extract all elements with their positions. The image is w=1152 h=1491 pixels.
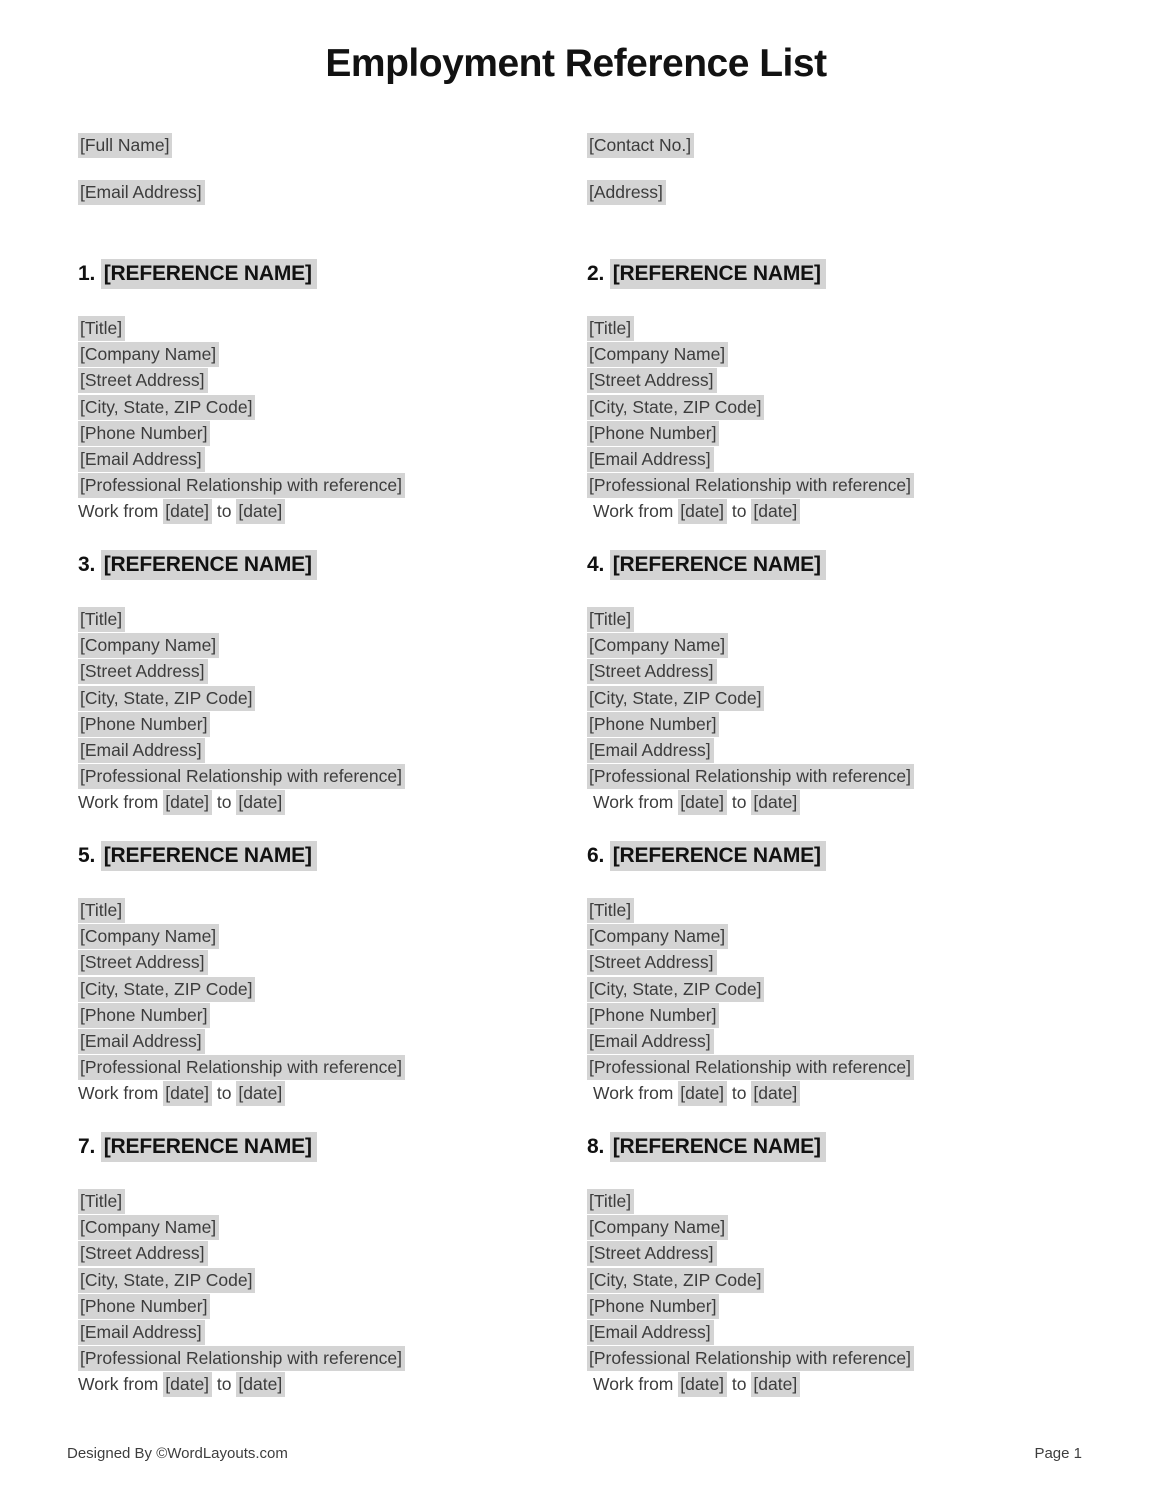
address-placeholder[interactable]: [Address] <box>587 180 666 205</box>
date-to-placeholder[interactable]: [date] <box>236 1372 285 1397</box>
street-address-placeholder[interactable]: [Street Address] <box>587 950 717 975</box>
city-state-zip-placeholder[interactable]: [City, State, ZIP Code] <box>78 1268 255 1293</box>
professional-relationship-placeholder[interactable]: [Professional Relationship with reference] <box>587 1346 914 1371</box>
company-line <box>587 632 1152 658</box>
page-title: Employment Reference List <box>325 42 827 85</box>
to-label: to <box>216 501 232 522</box>
title-placeholder[interactable]: [Title] <box>587 1189 634 1214</box>
reference-number: 2. <box>587 262 605 285</box>
phone-number-placeholder[interactable]: [Phone Number] <box>587 712 719 737</box>
city-state-zip-placeholder[interactable]: [City, State, ZIP Code] <box>78 977 255 1002</box>
title-line <box>587 1188 1152 1214</box>
city-line <box>78 685 587 711</box>
professional-relationship-placeholder[interactable]: [Professional Relationship with reference] <box>587 1055 914 1080</box>
title-placeholder[interactable]: [Title] <box>78 1189 125 1214</box>
city-line <box>78 1267 587 1293</box>
company-line <box>78 632 587 658</box>
date-to-placeholder[interactable]: [date] <box>751 1372 800 1397</box>
date-to-placeholder[interactable]: [date] <box>236 1081 285 1106</box>
reference-number: 6. <box>587 844 605 867</box>
reference-heading <box>78 550 587 580</box>
relationship-line <box>78 763 587 789</box>
reference-fields <box>78 897 587 1107</box>
work-dates-line <box>587 498 1152 524</box>
reference-number: 8. <box>587 1135 605 1158</box>
work-dates-line <box>587 1080 1152 1106</box>
reference-name-placeholder[interactable]: [REFERENCE NAME] <box>610 259 826 289</box>
work-from-label: Work from <box>593 1374 674 1395</box>
street-address-placeholder[interactable]: [Street Address] <box>587 368 717 393</box>
page-number: Page 1 <box>1034 1445 1082 1462</box>
email-line <box>587 737 1152 763</box>
references-grid <box>78 259 1152 1423</box>
to-label: to <box>731 501 747 522</box>
phone-number-placeholder[interactable]: [Phone Number] <box>78 1294 210 1319</box>
company-line <box>78 923 587 949</box>
date-from-placeholder[interactable]: [date] <box>678 1372 727 1397</box>
to-label: to <box>216 1083 232 1104</box>
reference-block <box>587 259 1152 550</box>
street-line <box>587 949 1152 975</box>
company-name-placeholder[interactable]: [Company Name] <box>587 924 728 949</box>
city-state-zip-placeholder[interactable]: [City, State, ZIP Code] <box>587 1268 764 1293</box>
title-line <box>587 897 1152 923</box>
city-line <box>78 976 587 1002</box>
reference-block <box>78 1132 587 1423</box>
to-label: to <box>216 1374 232 1395</box>
city-state-zip-placeholder[interactable]: [City, State, ZIP Code] <box>78 686 255 711</box>
company-line <box>78 341 587 367</box>
street-address-placeholder[interactable]: [Street Address] <box>78 368 208 393</box>
date-from-placeholder[interactable]: [date] <box>163 1081 212 1106</box>
email-address-placeholder[interactable]: [Email Address] <box>587 447 714 472</box>
date-from-placeholder[interactable]: [date] <box>678 499 727 524</box>
reference-name-placeholder[interactable]: [REFERENCE NAME] <box>101 259 317 289</box>
street-line <box>587 658 1152 684</box>
email-line <box>587 1319 1152 1345</box>
street-line <box>78 658 587 684</box>
reference-heading <box>78 259 587 289</box>
email-address-placeholder[interactable]: [Email Address] <box>587 1029 714 1054</box>
work-dates-line <box>78 789 587 815</box>
date-from-placeholder[interactable]: [date] <box>678 1081 727 1106</box>
phone-line <box>78 711 587 737</box>
reference-name-placeholder[interactable]: [REFERENCE NAME] <box>101 550 317 580</box>
contact-full-name-cell <box>78 133 587 157</box>
reference-number: 7. <box>78 1135 96 1158</box>
phone-number-placeholder[interactable]: [Phone Number] <box>78 1003 210 1028</box>
phone-line <box>587 420 1152 446</box>
phone-line <box>78 1002 587 1028</box>
relationship-line <box>78 472 587 498</box>
reference-heading <box>587 550 1152 580</box>
reference-name-placeholder[interactable]: [REFERENCE NAME] <box>610 550 826 580</box>
email-address-placeholder[interactable]: [Email Address] <box>78 180 205 205</box>
title-line <box>78 315 587 341</box>
relationship-line <box>78 1054 587 1080</box>
work-dates-line <box>587 789 1152 815</box>
date-from-placeholder[interactable]: [date] <box>163 499 212 524</box>
city-line <box>587 685 1152 711</box>
phone-number-placeholder[interactable]: [Phone Number] <box>587 421 719 446</box>
reference-fields <box>78 1188 587 1398</box>
reference-heading <box>78 1132 587 1162</box>
contact-no-cell <box>587 133 1112 157</box>
work-dates-line <box>78 1371 587 1397</box>
phone-number-placeholder[interactable]: [Phone Number] <box>587 1003 719 1028</box>
date-from-placeholder[interactable]: [date] <box>678 790 727 815</box>
reference-name-placeholder[interactable]: [REFERENCE NAME] <box>101 1132 317 1162</box>
city-line <box>78 394 587 420</box>
reference-name-placeholder[interactable]: [REFERENCE NAME] <box>610 1132 826 1162</box>
to-label: to <box>731 792 747 813</box>
date-to-placeholder[interactable]: [date] <box>751 1081 800 1106</box>
reference-block <box>587 1132 1152 1423</box>
street-line <box>78 949 587 975</box>
contact-info-section <box>78 133 1112 204</box>
date-from-placeholder[interactable]: [date] <box>163 790 212 815</box>
email-line <box>78 1028 587 1054</box>
city-line <box>587 1267 1152 1293</box>
phone-line <box>587 1002 1152 1028</box>
city-state-zip-placeholder[interactable]: [City, State, ZIP Code] <box>78 395 255 420</box>
reference-fields <box>587 315 1152 525</box>
street-line <box>78 1240 587 1266</box>
email-line <box>587 1028 1152 1054</box>
email-line <box>78 1319 587 1345</box>
reference-name-placeholder[interactable]: [REFERENCE NAME] <box>610 841 826 871</box>
date-to-placeholder[interactable]: [date] <box>236 499 285 524</box>
phone-line <box>78 420 587 446</box>
title-line <box>78 897 587 923</box>
company-name-placeholder[interactable]: [Company Name] <box>587 1215 728 1240</box>
full-name-placeholder[interactable]: [Full Name] <box>78 133 172 158</box>
company-line <box>78 1214 587 1240</box>
email-address-placeholder[interactable]: [Email Address] <box>587 738 714 763</box>
street-line <box>587 367 1152 393</box>
professional-relationship-placeholder[interactable]: [Professional Relationship with reference] <box>78 1055 405 1080</box>
work-from-label: Work from <box>78 792 159 813</box>
email-line <box>78 446 587 472</box>
street-address-placeholder[interactable]: [Street Address] <box>78 659 208 684</box>
work-dates-line <box>78 498 587 524</box>
work-dates-line <box>587 1371 1152 1397</box>
title-line <box>78 606 587 632</box>
reference-number: 5. <box>78 844 96 867</box>
city-state-zip-placeholder[interactable]: [City, State, ZIP Code] <box>587 686 764 711</box>
city-line <box>587 394 1152 420</box>
reference-block <box>78 841 587 1132</box>
to-label: to <box>731 1374 747 1395</box>
work-from-label: Work from <box>78 1083 159 1104</box>
street-address-placeholder[interactable]: [Street Address] <box>587 1241 717 1266</box>
reference-block <box>587 550 1152 841</box>
company-name-placeholder[interactable]: [Company Name] <box>78 342 219 367</box>
work-from-label: Work from <box>78 1374 159 1395</box>
title-placeholder[interactable]: [Title] <box>587 898 634 923</box>
company-name-placeholder[interactable]: [Company Name] <box>78 633 219 658</box>
contact-email-cell <box>78 180 587 204</box>
work-from-label: Work from <box>593 501 674 522</box>
title-placeholder[interactable]: [Title] <box>78 316 125 341</box>
relationship-line <box>587 763 1152 789</box>
phone-line <box>587 711 1152 737</box>
street-address-placeholder[interactable]: [Street Address] <box>587 659 717 684</box>
email-line <box>78 737 587 763</box>
street-line <box>587 1240 1152 1266</box>
email-address-placeholder[interactable]: [Email Address] <box>587 1320 714 1345</box>
street-address-placeholder[interactable]: [Street Address] <box>78 950 208 975</box>
reference-fields <box>587 606 1152 816</box>
reference-block <box>587 841 1152 1132</box>
reference-heading <box>587 1132 1152 1162</box>
reference-number: 4. <box>587 553 605 576</box>
reference-fields <box>78 315 587 525</box>
professional-relationship-placeholder[interactable]: [Professional Relationship with reference] <box>78 1346 405 1371</box>
email-address-placeholder[interactable]: [Email Address] <box>78 1029 205 1054</box>
title-line <box>587 606 1152 632</box>
phone-number-placeholder[interactable]: [Phone Number] <box>587 1294 719 1319</box>
to-label: to <box>216 792 232 813</box>
contact-no-placeholder[interactable]: [Contact No.] <box>587 133 694 158</box>
company-name-placeholder[interactable]: [Company Name] <box>587 633 728 658</box>
title-placeholder[interactable]: [Title] <box>78 898 125 923</box>
reference-fields <box>587 1188 1152 1398</box>
relationship-line <box>587 472 1152 498</box>
city-state-zip-placeholder[interactable]: [City, State, ZIP Code] <box>587 395 764 420</box>
designed-by-credit: Designed By ©WordLayouts.com <box>67 1445 288 1462</box>
phone-number-placeholder[interactable]: [Phone Number] <box>78 421 210 446</box>
reference-name-placeholder[interactable]: [REFERENCE NAME] <box>101 841 317 871</box>
street-line <box>78 367 587 393</box>
date-to-placeholder[interactable]: [date] <box>236 790 285 815</box>
professional-relationship-placeholder[interactable]: [Professional Relationship with reference] <box>78 473 405 498</box>
professional-relationship-placeholder[interactable]: [Professional Relationship with reference] <box>587 764 914 789</box>
title-line <box>78 1188 587 1214</box>
phone-number-placeholder[interactable]: [Phone Number] <box>78 712 210 737</box>
company-name-placeholder[interactable]: [Company Name] <box>78 1215 219 1240</box>
phone-line <box>587 1293 1152 1319</box>
reference-block <box>78 259 587 550</box>
date-to-placeholder[interactable]: [date] <box>751 499 800 524</box>
relationship-line <box>78 1345 587 1371</box>
company-name-placeholder[interactable]: [Company Name] <box>78 924 219 949</box>
reference-heading <box>587 259 1152 289</box>
phone-line <box>78 1293 587 1319</box>
street-address-placeholder[interactable]: [Street Address] <box>78 1241 208 1266</box>
company-line <box>587 1214 1152 1240</box>
reference-heading <box>587 841 1152 871</box>
reference-fields <box>587 897 1152 1107</box>
work-from-label: Work from <box>78 501 159 522</box>
reference-fields <box>78 606 587 816</box>
to-label: to <box>731 1083 747 1104</box>
work-from-label: Work from <box>593 792 674 813</box>
company-line <box>587 923 1152 949</box>
work-dates-line <box>78 1080 587 1106</box>
relationship-line <box>587 1345 1152 1371</box>
email-address-placeholder[interactable]: [Email Address] <box>78 447 205 472</box>
reference-heading <box>78 841 587 871</box>
title-placeholder[interactable]: [Title] <box>587 607 634 632</box>
city-state-zip-placeholder[interactable]: [City, State, ZIP Code] <box>587 977 764 1002</box>
reference-number: 1. <box>78 262 96 285</box>
professional-relationship-placeholder[interactable]: [Professional Relationship with reference] <box>587 473 914 498</box>
company-name-placeholder[interactable]: [Company Name] <box>587 342 728 367</box>
date-from-placeholder[interactable]: [date] <box>163 1372 212 1397</box>
title-line <box>587 315 1152 341</box>
contact-address-cell <box>587 180 1112 204</box>
title-placeholder[interactable]: [Title] <box>78 607 125 632</box>
date-to-placeholder[interactable]: [date] <box>751 790 800 815</box>
city-line <box>587 976 1152 1002</box>
reference-number: 3. <box>78 553 96 576</box>
page-footer <box>67 1444 1082 1463</box>
relationship-line <box>587 1054 1152 1080</box>
work-from-label: Work from <box>593 1083 674 1104</box>
email-address-placeholder[interactable]: [Email Address] <box>78 1320 205 1345</box>
email-address-placeholder[interactable]: [Email Address] <box>78 738 205 763</box>
email-line <box>587 446 1152 472</box>
professional-relationship-placeholder[interactable]: [Professional Relationship with reference] <box>78 764 405 789</box>
reference-block <box>78 550 587 841</box>
title-placeholder[interactable]: [Title] <box>587 316 634 341</box>
company-line <box>587 341 1152 367</box>
